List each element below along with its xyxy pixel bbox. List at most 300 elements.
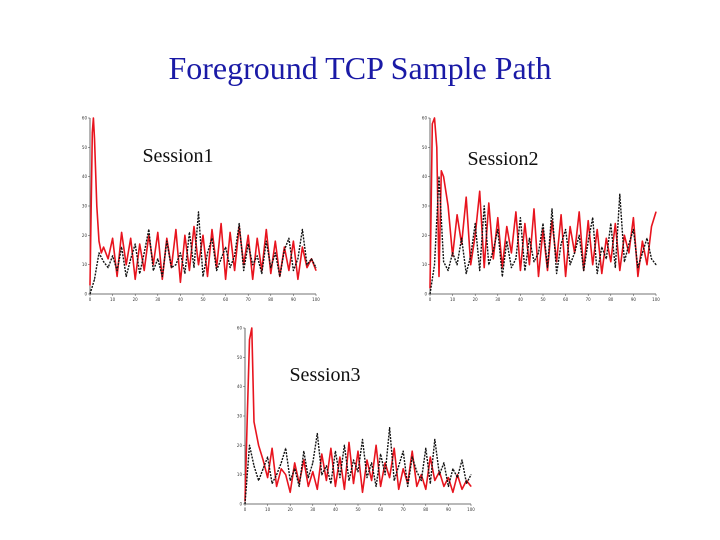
data-point-black	[497, 229, 498, 230]
x-tick-label: 90	[445, 507, 451, 512]
y-tick-label: 0	[239, 501, 242, 507]
data-point-red	[293, 241, 294, 242]
data-point-black	[637, 267, 638, 268]
x-tick-label: 50	[355, 507, 361, 512]
data-point-black	[547, 267, 548, 268]
x-tick-label: 80	[423, 507, 429, 512]
data-point-red	[230, 232, 231, 233]
data-point-black	[276, 474, 277, 475]
data-point-red	[624, 235, 625, 236]
data-point-red	[434, 118, 435, 119]
x-tick-label: 80	[608, 297, 614, 302]
data-point-red	[430, 288, 431, 289]
x-tick-label: 20	[132, 297, 138, 302]
data-point-red	[234, 270, 235, 271]
data-point-red	[166, 238, 167, 239]
data-point-black	[470, 255, 471, 256]
data-point-black	[484, 206, 485, 207]
data-point-red	[99, 241, 100, 242]
data-point-black	[475, 223, 476, 224]
data-point-red	[281, 468, 282, 469]
x-tick-label: 60	[563, 297, 569, 302]
data-point-red	[403, 468, 404, 469]
y-tick-label: 10	[236, 472, 242, 478]
data-point-black	[524, 270, 525, 271]
data-point-red	[412, 451, 413, 452]
data-point-black	[403, 451, 404, 452]
data-point-red	[308, 486, 309, 487]
data-point-red	[606, 238, 607, 239]
data-point-black	[108, 267, 109, 268]
data-point-black	[592, 217, 593, 218]
y-tick-label: 50	[421, 144, 427, 150]
y-tick-label: 60	[236, 325, 242, 331]
y-tick-label: 0	[424, 291, 427, 297]
data-point-black	[297, 258, 298, 259]
data-point-black	[248, 244, 249, 245]
data-point-red	[302, 247, 303, 248]
data-point-black	[425, 448, 426, 449]
data-point-red	[194, 226, 195, 227]
data-point-red	[497, 217, 498, 218]
data-point-red	[597, 229, 598, 230]
data-point-red	[358, 451, 359, 452]
data-point-black	[90, 294, 91, 295]
data-point-black	[615, 267, 616, 268]
data-point-black	[249, 445, 250, 446]
data-point-black	[515, 258, 516, 259]
data-point-black	[203, 276, 204, 277]
data-point-black	[552, 208, 553, 209]
data-point-black	[94, 279, 95, 280]
data-point-black	[511, 267, 512, 268]
data-point-red	[175, 229, 176, 230]
data-point-red	[203, 235, 204, 236]
data-point-black	[234, 255, 235, 256]
data-point-black	[385, 474, 386, 475]
data-point-black	[439, 474, 440, 475]
data-point-black	[171, 267, 172, 268]
data-point-black	[506, 241, 507, 242]
data-point-red	[515, 211, 516, 212]
data-point-red	[290, 492, 291, 493]
y-tick-label: 20	[236, 442, 242, 448]
data-point-red	[96, 206, 97, 207]
data-point-red	[90, 285, 91, 286]
data-point-black	[153, 270, 154, 271]
data-point-black	[461, 238, 462, 239]
data-point-red	[189, 270, 190, 271]
data-point-black	[263, 468, 264, 469]
slide-title: Foreground TCP Sample Path	[168, 50, 552, 86]
chart-title: Session1	[142, 145, 214, 167]
data-point-red	[579, 211, 580, 212]
data-point-black	[139, 273, 140, 274]
y-tick-label: 40	[421, 174, 427, 180]
data-point-red	[547, 270, 548, 271]
y-tick-label: 20	[421, 232, 427, 238]
data-point-red	[592, 264, 593, 265]
data-point-black	[565, 229, 566, 230]
data-point-black	[619, 194, 620, 195]
x-tick-label: 20	[287, 507, 293, 512]
data-point-black	[144, 252, 145, 253]
data-point-black	[184, 273, 185, 274]
x-tick-label: 70	[585, 297, 591, 302]
x-tick-label: 90	[630, 297, 636, 302]
data-point-black	[261, 273, 262, 274]
y-tick-label: 30	[421, 203, 427, 209]
data-point-black	[493, 250, 494, 251]
data-point-red	[317, 489, 318, 490]
x-tick-label: 60	[378, 507, 384, 512]
data-point-red	[601, 273, 602, 274]
data-point-red	[493, 258, 494, 259]
data-point-black	[349, 480, 350, 481]
chart-session2	[418, 112, 668, 307]
data-point-red	[312, 471, 313, 472]
data-point-black	[311, 258, 312, 259]
data-point-red	[252, 279, 253, 280]
data-point-red	[249, 339, 250, 340]
data-point-black	[588, 241, 589, 242]
x-tick-label: 40	[177, 297, 183, 302]
data-point-black	[430, 483, 431, 484]
data-point-red	[385, 462, 386, 463]
data-point-black	[610, 223, 611, 224]
data-point-black	[633, 229, 634, 230]
data-point-black	[257, 255, 258, 256]
data-point-black	[534, 261, 535, 262]
data-point-black	[272, 483, 273, 484]
data-point-red	[475, 235, 476, 236]
data-point-red	[108, 258, 109, 259]
data-point-red	[117, 276, 118, 277]
data-point-black	[520, 217, 521, 218]
data-point-black	[243, 270, 244, 271]
data-point-red	[642, 241, 643, 242]
data-point-black	[389, 427, 390, 428]
data-point-black	[439, 176, 440, 177]
data-point-red	[637, 276, 638, 277]
x-tick-label: 20	[472, 297, 478, 302]
x-tick-label: 100	[652, 297, 660, 302]
data-point-black	[430, 294, 431, 295]
data-point-black	[656, 264, 657, 265]
data-point-black	[175, 264, 176, 265]
x-tick-label: 40	[332, 507, 338, 512]
data-point-red	[126, 264, 127, 265]
data-point-red	[565, 276, 566, 277]
data-point-red	[321, 454, 322, 455]
data-point-black	[285, 448, 286, 449]
data-point-black	[407, 486, 408, 487]
data-point-black	[254, 465, 255, 466]
data-point-black	[312, 462, 313, 463]
chart-session3	[233, 322, 483, 517]
data-point-red	[588, 220, 589, 221]
x-tick-label: 70	[400, 507, 406, 512]
x-tick-label: 50	[200, 297, 206, 302]
data-point-red	[448, 206, 449, 207]
data-point-red	[103, 247, 104, 248]
data-point-black	[299, 486, 300, 487]
data-point-red	[538, 276, 539, 277]
data-point-black	[606, 258, 607, 259]
data-point-black	[479, 270, 480, 271]
x-tick-label: 10	[265, 507, 271, 512]
data-point-black	[279, 276, 280, 277]
series-line-black	[245, 428, 471, 504]
y-tick-label: 60	[421, 115, 427, 121]
data-point-black	[221, 258, 222, 259]
data-point-red	[628, 252, 629, 253]
data-point-red	[272, 448, 273, 449]
data-point-black	[335, 451, 336, 452]
data-point-red	[297, 279, 298, 280]
chart-session1	[78, 112, 328, 307]
y-tick-label: 50	[236, 354, 242, 360]
data-point-black	[443, 261, 444, 262]
data-point-black	[266, 241, 267, 242]
data-point-black	[157, 258, 158, 259]
data-point-red	[349, 442, 350, 443]
data-point-red	[561, 214, 562, 215]
data-point-black	[207, 252, 208, 253]
data-point-black	[245, 504, 246, 505]
data-point-red	[479, 191, 480, 192]
data-point-red	[439, 276, 440, 277]
data-point-red	[371, 480, 372, 481]
data-point-red	[367, 460, 368, 461]
data-point-red	[457, 214, 458, 215]
data-point-black	[624, 261, 625, 262]
data-point-red	[184, 235, 185, 236]
data-point-black	[452, 468, 453, 469]
data-point-red	[647, 264, 648, 265]
data-point-black	[502, 276, 503, 277]
data-point-black	[380, 454, 381, 455]
y-tick-label: 30	[236, 413, 242, 419]
data-point-black	[267, 457, 268, 458]
data-point-red	[276, 486, 277, 487]
data-point-red	[294, 462, 295, 463]
data-point-red	[144, 270, 145, 271]
series-line-red	[245, 328, 471, 501]
data-point-red	[432, 123, 433, 124]
data-point-black	[117, 270, 118, 271]
data-point-red	[93, 118, 94, 119]
data-point-black	[303, 451, 304, 452]
y-tick-label: 30	[81, 203, 87, 209]
data-point-black	[488, 264, 489, 265]
data-point-black	[326, 465, 327, 466]
y-tick-label: 40	[236, 384, 242, 390]
data-point-black	[230, 267, 231, 268]
data-point-red	[529, 264, 530, 265]
data-point-black	[330, 483, 331, 484]
data-point-black	[466, 273, 467, 274]
data-point-black	[148, 229, 149, 230]
y-tick-label: 50	[81, 144, 87, 150]
data-point-black	[601, 247, 602, 248]
data-point-red	[436, 147, 437, 148]
data-point-red	[307, 267, 308, 268]
data-point-black	[344, 445, 345, 446]
data-point-black	[362, 439, 363, 440]
data-point-red	[484, 267, 485, 268]
data-point-red	[275, 241, 276, 242]
data-point-black	[529, 238, 530, 239]
data-point-red	[330, 448, 331, 449]
data-point-red	[212, 229, 213, 230]
data-point-red	[441, 170, 442, 171]
y-tick-label: 20	[81, 232, 87, 238]
data-point-black	[308, 477, 309, 478]
data-point-red	[257, 238, 258, 239]
data-point-black	[216, 270, 217, 271]
data-point-red	[470, 264, 471, 265]
data-point-black	[371, 462, 372, 463]
data-point-red	[288, 270, 289, 271]
data-point-red	[263, 460, 264, 461]
y-tick-label: 0	[84, 291, 87, 297]
data-point-red	[389, 477, 390, 478]
data-point-black	[166, 241, 167, 242]
x-tick-label: 100	[467, 507, 475, 512]
y-tick-label: 60	[81, 115, 87, 121]
data-point-red	[225, 279, 226, 280]
data-point-black	[394, 480, 395, 481]
data-point-black	[448, 270, 449, 271]
data-point-red	[651, 226, 652, 227]
data-point-red	[434, 480, 435, 481]
data-point-red	[326, 480, 327, 481]
data-point-black	[398, 465, 399, 466]
data-point-black	[642, 252, 643, 253]
data-point-black	[99, 252, 100, 253]
data-point-red	[207, 276, 208, 277]
data-point-black	[574, 252, 575, 253]
x-tick-label: 30	[155, 297, 161, 302]
data-point-black	[270, 267, 271, 268]
data-point-black	[538, 252, 539, 253]
data-point-black	[189, 232, 190, 233]
data-point-black	[162, 276, 163, 277]
data-point-red	[380, 486, 381, 487]
y-tick-label: 10	[81, 262, 87, 268]
data-point-red	[506, 226, 507, 227]
data-point-red	[362, 492, 363, 493]
data-point-black	[570, 264, 571, 265]
data-point-black	[443, 462, 444, 463]
data-point-red	[633, 217, 634, 218]
data-point-black	[275, 252, 276, 253]
data-point-black	[290, 480, 291, 481]
data-point-red	[619, 270, 620, 271]
data-point-red	[258, 445, 259, 446]
data-point-black	[452, 252, 453, 253]
data-point-red	[139, 244, 140, 245]
data-point-black	[112, 255, 113, 256]
data-point-red	[198, 264, 199, 265]
data-point-black	[412, 457, 413, 458]
data-point-black	[583, 270, 584, 271]
data-point-red	[398, 489, 399, 490]
data-point-red	[394, 448, 395, 449]
chart-title: Session3	[289, 364, 361, 386]
data-point-red	[101, 252, 102, 253]
x-tick-label: 50	[540, 297, 546, 302]
data-point-black	[121, 247, 122, 248]
data-point-black	[448, 486, 449, 487]
data-point-black	[225, 247, 226, 248]
data-point-black	[561, 244, 562, 245]
data-point-black	[317, 433, 318, 434]
y-tick-label: 10	[421, 262, 427, 268]
data-point-black	[307, 264, 308, 265]
data-point-black	[288, 238, 289, 239]
data-point-red	[180, 282, 181, 283]
data-point-black	[462, 460, 463, 461]
data-point-red	[443, 486, 444, 487]
data-point-red	[443, 176, 444, 177]
x-tick-label: 40	[517, 297, 523, 302]
data-point-red	[524, 223, 525, 224]
x-tick-label: 80	[268, 297, 274, 302]
data-point-black	[302, 229, 303, 230]
data-point-black	[258, 480, 259, 481]
data-point-black	[293, 270, 294, 271]
x-tick-label: 0	[243, 507, 247, 512]
data-point-red	[520, 270, 521, 271]
data-point-black	[358, 471, 359, 472]
data-point-black	[252, 264, 253, 265]
data-point-red	[452, 492, 453, 493]
data-point-red	[488, 203, 489, 204]
data-point-red	[570, 226, 571, 227]
data-point-red	[534, 208, 535, 209]
data-point-red	[92, 132, 93, 133]
data-point-red	[430, 457, 431, 458]
data-point-red	[448, 477, 449, 478]
data-point-black	[543, 223, 544, 224]
data-point-black	[647, 238, 648, 239]
data-point-black	[130, 258, 131, 259]
data-point-red	[157, 232, 158, 233]
data-point-black	[457, 477, 458, 478]
series-line-red	[430, 118, 656, 288]
data-point-black	[339, 477, 340, 478]
data-point-black	[416, 471, 417, 472]
data-point-red	[285, 474, 286, 475]
x-tick-label: 0	[88, 297, 92, 302]
data-point-red	[135, 279, 136, 280]
data-point-red	[335, 486, 336, 487]
data-point-red	[254, 421, 255, 422]
x-tick-label: 60	[223, 297, 229, 302]
chart-title: Session2	[467, 148, 539, 170]
x-tick-label: 10	[450, 297, 456, 302]
data-point-red	[376, 445, 377, 446]
data-point-black	[457, 264, 458, 265]
data-point-red	[270, 273, 271, 274]
data-point-black	[651, 258, 652, 259]
data-point-black	[466, 483, 467, 484]
data-point-black	[294, 468, 295, 469]
data-point-red	[94, 138, 95, 139]
data-point-red	[353, 483, 354, 484]
